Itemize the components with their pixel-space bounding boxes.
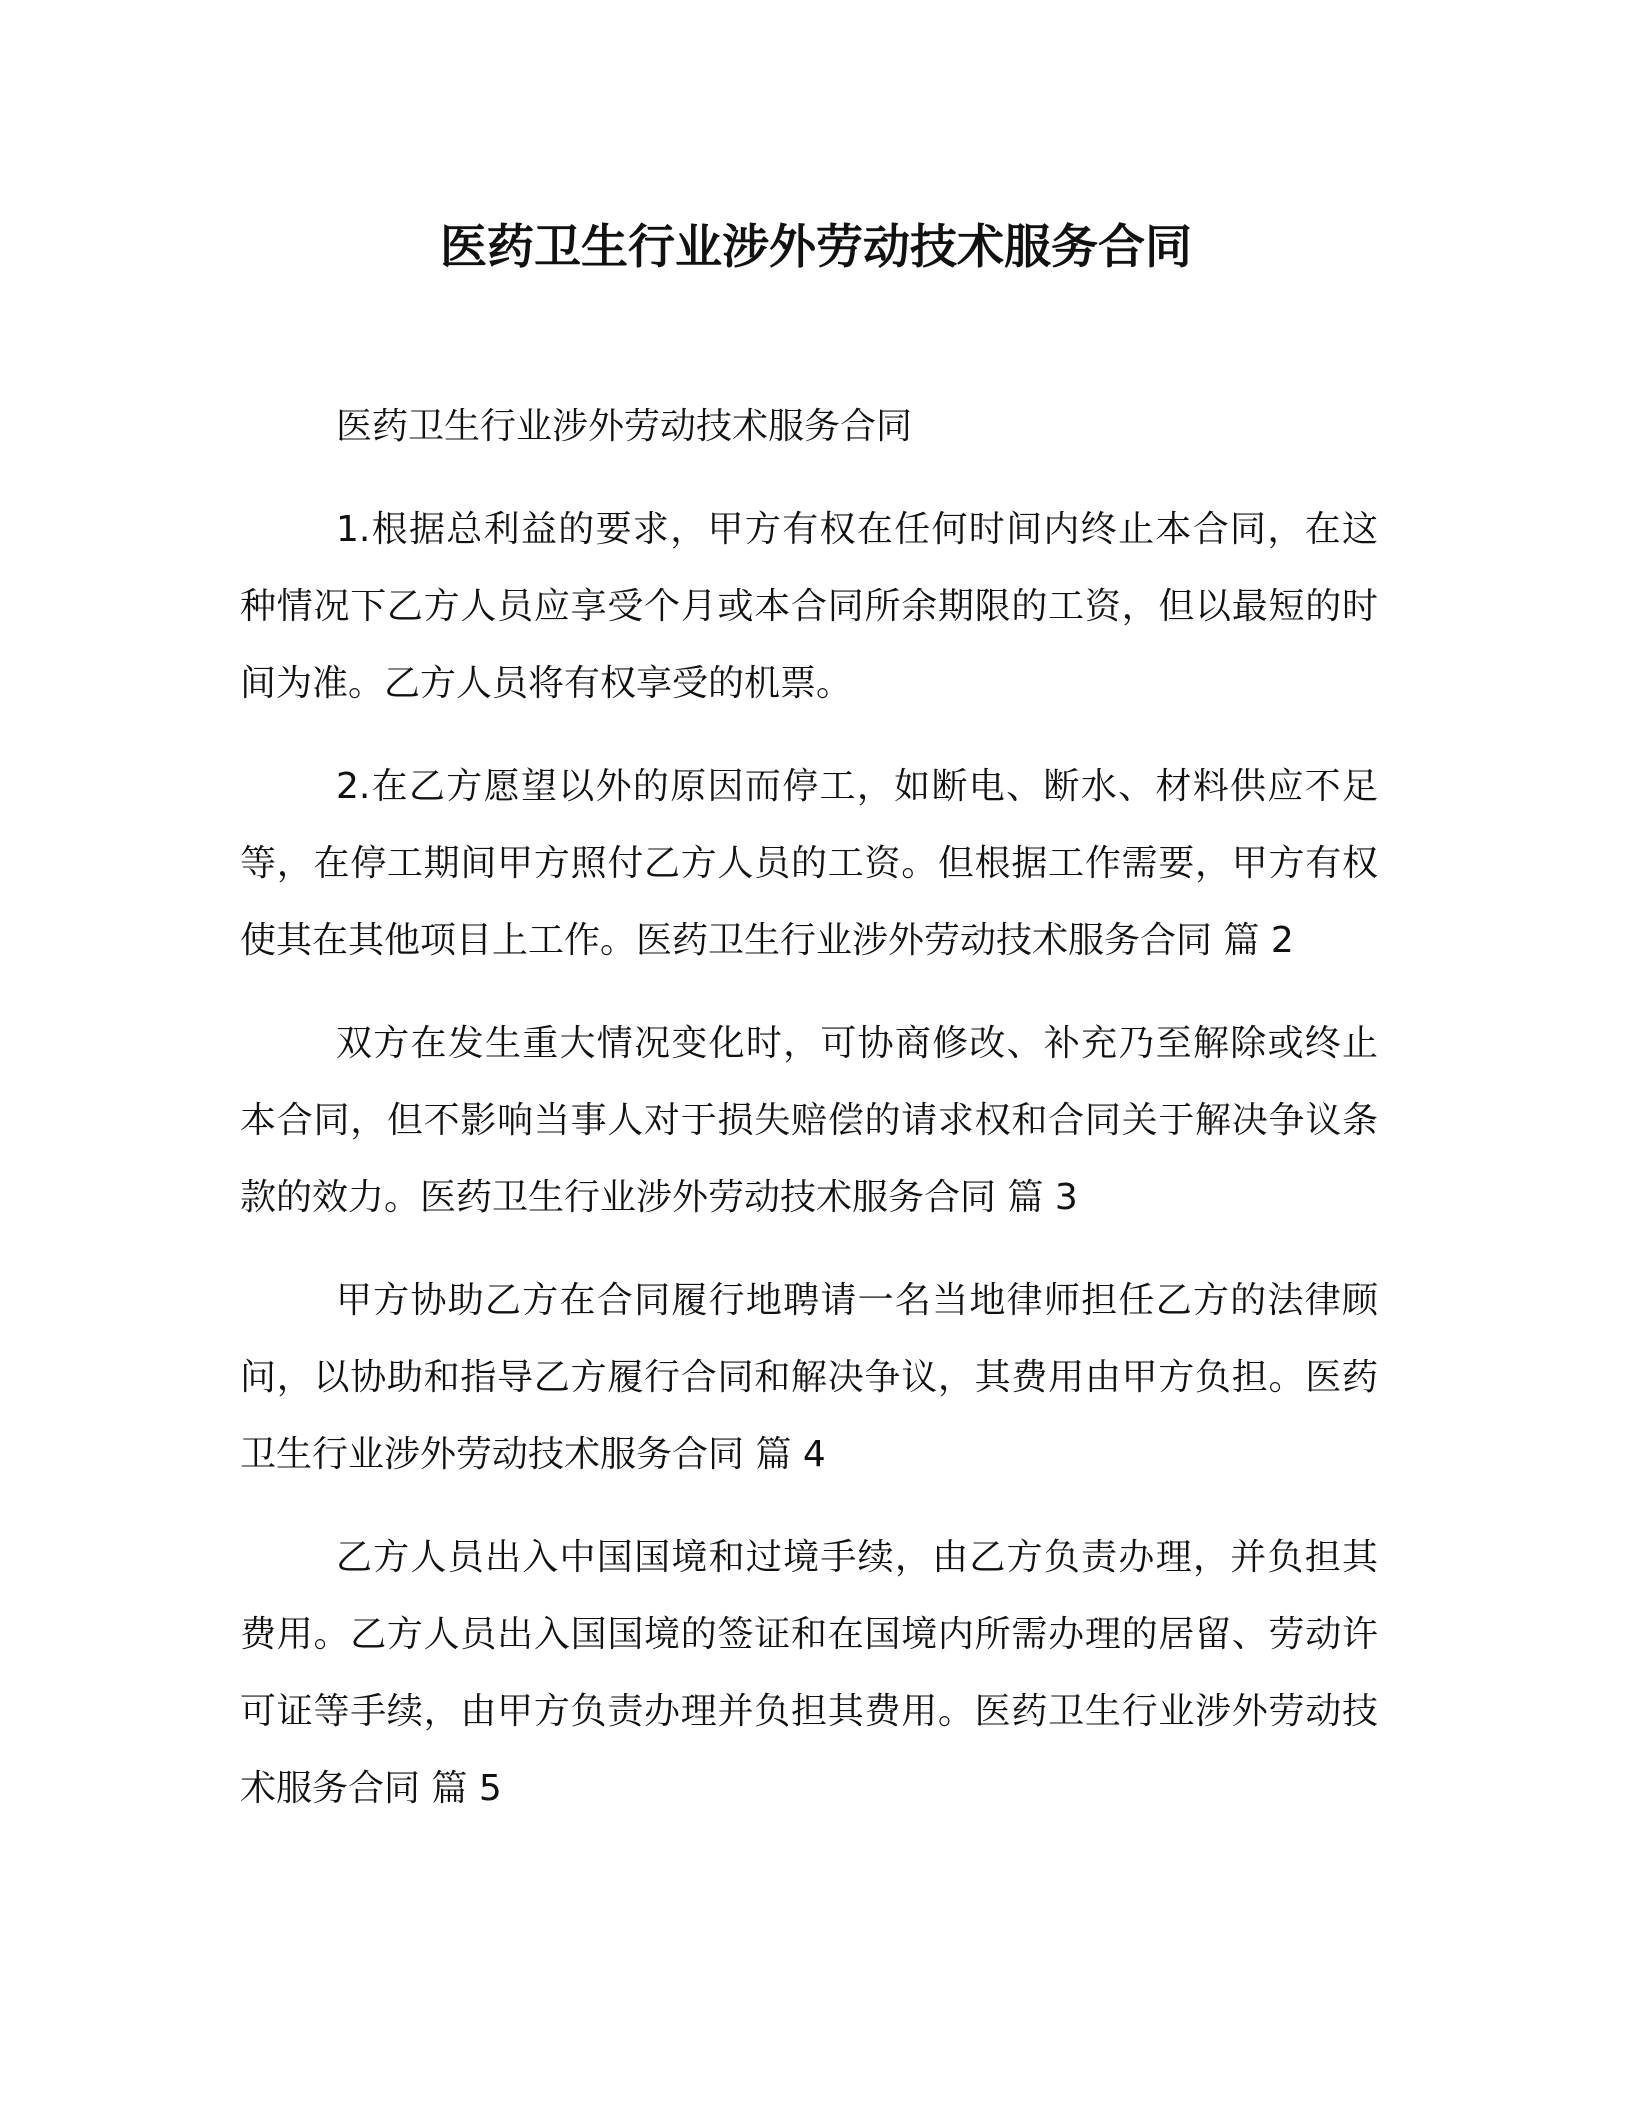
paragraph-clause-2: 2.在乙方愿望以外的原因而停工，如断电、断水、材料供应不足等，在停工期间甲方照付乙方人员的工资。但根据工作需要，甲方有权使其在其他项目上工作。医药卫生行业涉外劳动技术服务合同 篇 2 (240, 766, 1378, 961)
paragraph-clause-1: 1.根据总利益的要求，甲方有权在任何时间内终止本合同，在这种情况下乙方人员应享受个月或本合同所余期限的工资，但以最短的时间为准。乙方人员将有权享受的机票。 (240, 509, 1378, 704)
paragraph-section-2: 双方在发生重大情况变化时，可协商修改、补充乃至解除或终止本合同，但不影响当事人对于损失赔偿的请求权和合同关于解决争议条款的效力。医药卫生行业涉外劳动技术服务合同 篇 3 (240, 1023, 1378, 1218)
document-body (240, 388, 1378, 1827)
paragraph-section-4: 乙方人员出入中国国境和过境手续，由乙方负责办理，并负担其费用。乙方人员出入国国境的签证和在国境内所需办理的居留、劳动许可证等手续，由甲方负责办理并负担其费用。医药卫生行业涉外劳动技术服务合同 篇 5 (240, 1537, 1378, 1809)
document-title: 医药卫生行业涉外劳动技术服务合同 (440, 220, 1192, 275)
paragraph-subtitle: 医药卫生行业涉外劳动技术服务合同 (336, 406, 913, 447)
paragraph-section-3: 甲方协助乙方在合同履行地聘请一名当地律师担任乙方的法律顾问，以协助和指导乙方履行合同和解决争议，其费用由甲方负担。医药卫生行业涉外劳动技术服务合同 篇 4 (240, 1280, 1378, 1475)
